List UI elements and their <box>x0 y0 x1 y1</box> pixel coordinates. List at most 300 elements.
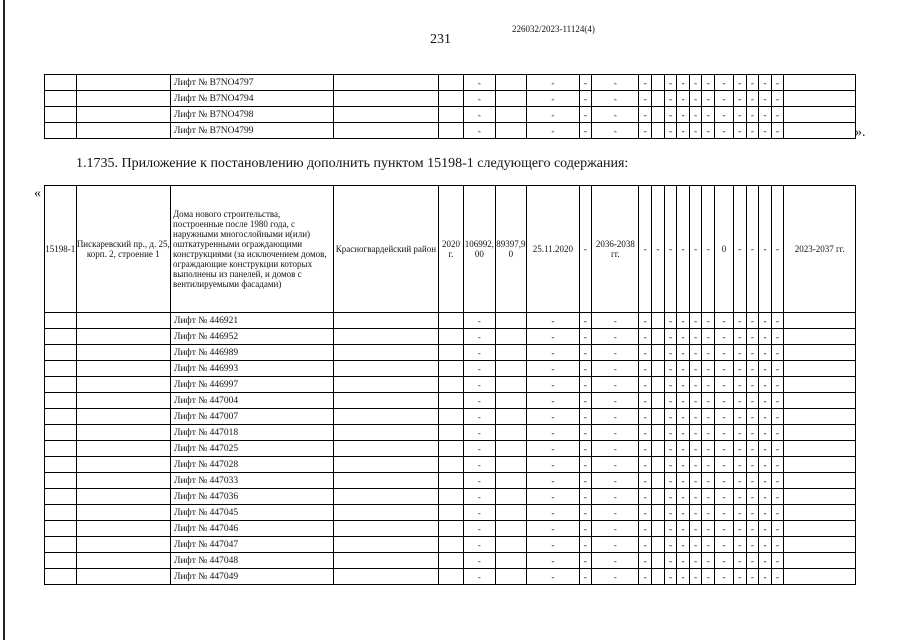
empty-cell <box>438 75 463 91</box>
empty-cell <box>495 329 527 345</box>
dash-cell: - <box>579 409 592 425</box>
empty-cell <box>333 489 438 505</box>
dash-cell: - <box>664 457 677 473</box>
dash-cell: - <box>592 425 639 441</box>
dash-cell: - <box>527 521 580 537</box>
dash-cell: - <box>677 377 690 393</box>
empty-cell <box>45 537 77 553</box>
empty-cell <box>76 345 171 361</box>
dash-cell: - <box>771 537 784 553</box>
dash-cell: - <box>464 313 496 329</box>
intro-paragraph: 1.1735. Приложение к постановлению дополнить пунктом 15198-1 следующего содержания: <box>76 156 629 171</box>
dash-cell: - <box>733 457 746 473</box>
item-dash: - <box>689 186 702 313</box>
empty-cell <box>76 521 171 537</box>
empty-cell <box>45 329 77 345</box>
dash-cell: - <box>677 91 690 107</box>
empty-cell <box>495 537 527 553</box>
dash-cell: - <box>702 107 715 123</box>
dash-cell: - <box>771 313 784 329</box>
dash-cell: - <box>746 537 759 553</box>
dash-cell: - <box>579 441 592 457</box>
empty-cell <box>784 107 856 123</box>
dash-cell: - <box>715 393 734 409</box>
dash-cell: - <box>592 569 639 585</box>
lift-row <box>45 361 856 377</box>
dash-cell: - <box>715 75 734 91</box>
dash-cell: - <box>527 91 580 107</box>
empty-cell <box>333 569 438 585</box>
empty-cell <box>495 441 527 457</box>
empty-cell <box>76 107 171 123</box>
lift-row <box>45 345 856 361</box>
dash-cell: - <box>592 361 639 377</box>
dash-cell: - <box>733 377 746 393</box>
empty-cell <box>76 361 171 377</box>
empty-cell <box>333 123 438 139</box>
empty-cell <box>495 361 527 377</box>
dash-cell: - <box>759 377 772 393</box>
dash-cell: - <box>733 521 746 537</box>
lift-row <box>45 489 856 505</box>
dash-cell: - <box>592 107 639 123</box>
dash-cell: - <box>664 489 677 505</box>
empty-cell <box>438 425 463 441</box>
dash-cell: - <box>702 123 715 139</box>
dash-cell: - <box>527 123 580 139</box>
lift-name: Лифт № B7NO4798 <box>171 107 334 123</box>
empty-cell <box>76 569 171 585</box>
dash-cell: - <box>579 457 592 473</box>
dash-cell: - <box>464 123 496 139</box>
dash-cell: - <box>702 441 715 457</box>
empty-cell <box>652 107 665 123</box>
empty-cell <box>495 91 527 107</box>
dash-cell: - <box>715 123 734 139</box>
dash-cell: - <box>771 441 784 457</box>
dash-cell: - <box>677 409 690 425</box>
dash-cell: - <box>746 377 759 393</box>
dash-cell: - <box>592 91 639 107</box>
lift-row <box>45 441 856 457</box>
empty-cell <box>784 537 856 553</box>
empty-cell <box>45 75 77 91</box>
dash-cell: - <box>592 505 639 521</box>
dash-cell: - <box>771 345 784 361</box>
dash-cell: - <box>527 393 580 409</box>
dash-cell: - <box>664 123 677 139</box>
empty-cell <box>45 457 77 473</box>
empty-cell <box>438 329 463 345</box>
empty-cell <box>76 329 171 345</box>
dash-cell: - <box>677 489 690 505</box>
empty-cell <box>45 313 77 329</box>
dash-cell: - <box>715 505 734 521</box>
dash-cell: - <box>771 569 784 585</box>
dash-cell: - <box>746 345 759 361</box>
empty-cell <box>45 441 77 457</box>
dash-cell: - <box>639 553 652 569</box>
lift-name: Лифт № 447025 <box>171 441 334 457</box>
dash-cell: - <box>639 313 652 329</box>
dash-cell: - <box>759 473 772 489</box>
empty-cell <box>495 107 527 123</box>
dash-cell: - <box>733 409 746 425</box>
dash-cell: - <box>689 107 702 123</box>
dash-cell: - <box>579 91 592 107</box>
empty-cell <box>495 553 527 569</box>
lift-name: Лифт № 446921 <box>171 313 334 329</box>
page-number: 231 <box>430 32 451 47</box>
empty-cell <box>333 521 438 537</box>
empty-cell <box>76 409 171 425</box>
dash-cell: - <box>677 553 690 569</box>
dash-cell: - <box>592 75 639 91</box>
item-dash: - <box>639 186 652 313</box>
dash-cell: - <box>715 553 734 569</box>
dash-cell: - <box>677 329 690 345</box>
item-dash: - <box>733 186 746 313</box>
dash-cell: - <box>527 345 580 361</box>
lift-row <box>45 107 856 123</box>
lift-name: Лифт № 446989 <box>171 345 334 361</box>
item-address: Пискаревский пр., д. 25, корп. 2, строение 1 <box>76 186 171 313</box>
empty-cell <box>45 569 77 585</box>
dash-cell: - <box>677 393 690 409</box>
dash-cell: - <box>715 377 734 393</box>
empty-cell <box>784 409 856 425</box>
dash-cell: - <box>527 361 580 377</box>
dash-cell: - <box>759 569 772 585</box>
dash-cell: - <box>715 441 734 457</box>
dash-cell: - <box>592 123 639 139</box>
dash-cell: - <box>759 313 772 329</box>
item-final-period: 2023-2037 гг. <box>784 186 856 313</box>
dash-cell: - <box>639 91 652 107</box>
empty-cell <box>45 409 77 425</box>
dash-cell: - <box>689 313 702 329</box>
dash-cell: - <box>771 553 784 569</box>
dash-cell: - <box>639 473 652 489</box>
empty-cell <box>652 521 665 537</box>
empty-cell <box>333 107 438 123</box>
dash-cell: - <box>464 425 496 441</box>
empty-cell <box>438 393 463 409</box>
dash-cell: - <box>689 505 702 521</box>
dash-cell: - <box>689 473 702 489</box>
dash-cell: - <box>746 489 759 505</box>
empty-cell <box>784 393 856 409</box>
empty-cell <box>333 329 438 345</box>
dash-cell: - <box>746 473 759 489</box>
dash-cell: - <box>579 553 592 569</box>
dash-cell: - <box>664 91 677 107</box>
dash-cell: - <box>702 75 715 91</box>
dash-cell: - <box>464 409 496 425</box>
dash-cell: - <box>759 521 772 537</box>
empty-cell <box>76 537 171 553</box>
dash-cell: - <box>759 457 772 473</box>
dash-cell: - <box>639 521 652 537</box>
page-left-edge <box>3 0 5 640</box>
dash-cell: - <box>746 505 759 521</box>
dash-cell: - <box>527 473 580 489</box>
dash-cell: - <box>702 521 715 537</box>
lift-row <box>45 377 856 393</box>
empty-cell <box>784 505 856 521</box>
dash-cell: - <box>715 489 734 505</box>
lift-row <box>45 329 856 345</box>
empty-cell <box>495 521 527 537</box>
empty-cell <box>652 425 665 441</box>
dash-cell: - <box>664 345 677 361</box>
empty-cell <box>495 75 527 91</box>
empty-cell <box>652 489 665 505</box>
dash-cell: - <box>746 409 759 425</box>
empty-cell <box>652 345 665 361</box>
lift-table <box>44 185 856 585</box>
empty-cell <box>438 569 463 585</box>
dash-cell: - <box>702 489 715 505</box>
dash-cell: - <box>733 313 746 329</box>
dash-cell: - <box>464 457 496 473</box>
dash-cell: - <box>677 505 690 521</box>
empty-cell <box>495 505 527 521</box>
dash-cell: - <box>579 489 592 505</box>
empty-cell <box>652 457 665 473</box>
empty-cell <box>45 123 77 139</box>
dash-cell: - <box>639 569 652 585</box>
empty-cell <box>333 345 438 361</box>
continuation-table <box>44 74 856 139</box>
lift-row <box>45 505 856 521</box>
dash-cell: - <box>592 329 639 345</box>
dash-cell: - <box>771 329 784 345</box>
dash-cell: - <box>715 473 734 489</box>
dash-cell: - <box>733 441 746 457</box>
empty-cell <box>438 107 463 123</box>
empty-cell <box>333 409 438 425</box>
dash-cell: - <box>702 537 715 553</box>
empty-cell <box>333 91 438 107</box>
empty-cell <box>76 505 171 521</box>
empty-cell <box>45 393 77 409</box>
dash-cell: - <box>759 489 772 505</box>
lift-name: Лифт № 447048 <box>171 553 334 569</box>
dash-cell: - <box>702 345 715 361</box>
lift-name: Лифт № 446997 <box>171 377 334 393</box>
empty-cell <box>333 441 438 457</box>
dash-cell: - <box>592 441 639 457</box>
dash-cell: - <box>689 123 702 139</box>
dash-cell: - <box>733 569 746 585</box>
dash-cell: - <box>527 425 580 441</box>
dash-cell: - <box>639 123 652 139</box>
dash-cell: - <box>677 441 690 457</box>
lift-row <box>45 553 856 569</box>
empty-cell <box>784 377 856 393</box>
item-area1: 106992,00 <box>464 186 496 313</box>
empty-cell <box>495 377 527 393</box>
empty-cell <box>784 75 856 91</box>
dash-cell: - <box>733 425 746 441</box>
lift-row <box>45 569 856 585</box>
dash-cell: - <box>592 409 639 425</box>
empty-cell <box>76 425 171 441</box>
dash-cell: - <box>715 361 734 377</box>
dash-cell: - <box>702 91 715 107</box>
dash-cell: - <box>702 329 715 345</box>
lift-name: Лифт № 447018 <box>171 425 334 441</box>
empty-cell <box>784 521 856 537</box>
dash-cell: - <box>715 425 734 441</box>
empty-cell <box>438 361 463 377</box>
dash-cell: - <box>759 505 772 521</box>
item-description: Дома нового строительства, построенные после 1980 года, с наружными многослойными и(или) ошткатуренными ограждающими конструкциями (за исключением домов, ограждающие конструкции которых выполнены из панелей, и домов с вентилируемыми фасадами) <box>171 186 334 313</box>
dash-cell: - <box>759 361 772 377</box>
dash-cell: - <box>677 457 690 473</box>
dash-cell: - <box>664 377 677 393</box>
dash-cell: - <box>746 75 759 91</box>
dash-cell: - <box>759 409 772 425</box>
dash-cell: - <box>771 505 784 521</box>
lift-row <box>45 457 856 473</box>
dash-cell: - <box>579 473 592 489</box>
dash-cell: - <box>771 457 784 473</box>
dash-cell: - <box>664 425 677 441</box>
dash-cell: - <box>715 91 734 107</box>
dash-cell: - <box>592 553 639 569</box>
dash-cell: - <box>464 75 496 91</box>
empty-cell <box>652 569 665 585</box>
empty-cell <box>438 473 463 489</box>
empty-cell <box>438 553 463 569</box>
document-code: 226032/2023-11124(4) <box>512 24 595 34</box>
empty-cell <box>45 521 77 537</box>
dash-cell: - <box>579 107 592 123</box>
dash-cell: - <box>527 441 580 457</box>
empty-cell <box>45 91 77 107</box>
dash-cell: - <box>527 537 580 553</box>
dash-cell: - <box>746 91 759 107</box>
dash-cell: - <box>579 345 592 361</box>
lift-name: Лифт № 447007 <box>171 409 334 425</box>
dash-cell: - <box>464 345 496 361</box>
empty-cell <box>784 345 856 361</box>
dash-cell: - <box>592 473 639 489</box>
dash-cell: - <box>592 345 639 361</box>
empty-cell <box>438 489 463 505</box>
dash-cell: - <box>733 91 746 107</box>
dash-cell: - <box>689 361 702 377</box>
dash-cell: - <box>702 457 715 473</box>
dash-cell: - <box>733 361 746 377</box>
dash-cell: - <box>527 569 580 585</box>
dash-cell: - <box>746 521 759 537</box>
dash-cell: - <box>689 75 702 91</box>
dash-cell: - <box>733 329 746 345</box>
dash-cell: - <box>664 441 677 457</box>
item-year: 2020 г. <box>438 186 463 313</box>
empty-cell <box>438 313 463 329</box>
empty-cell <box>45 107 77 123</box>
empty-cell <box>784 361 856 377</box>
dash-cell: - <box>733 345 746 361</box>
dash-cell: - <box>771 107 784 123</box>
dash-cell: - <box>639 457 652 473</box>
dash-cell: - <box>746 569 759 585</box>
dash-cell: - <box>677 123 690 139</box>
empty-cell <box>438 505 463 521</box>
dash-cell: - <box>639 345 652 361</box>
dash-cell: - <box>689 441 702 457</box>
dash-cell: - <box>579 569 592 585</box>
dash-cell: - <box>639 377 652 393</box>
dash-cell: - <box>464 473 496 489</box>
dash-cell: - <box>664 473 677 489</box>
lift-row <box>45 75 856 91</box>
dash-cell: - <box>677 313 690 329</box>
lift-name: Лифт № 447028 <box>171 457 334 473</box>
empty-cell <box>45 425 77 441</box>
opening-quote: « <box>34 186 41 201</box>
dash-cell: - <box>579 537 592 553</box>
item-dash: - <box>664 186 677 313</box>
dash-cell: - <box>771 393 784 409</box>
lift-row <box>45 409 856 425</box>
dash-cell: - <box>664 521 677 537</box>
empty-cell <box>333 505 438 521</box>
dash-cell: - <box>715 537 734 553</box>
empty-cell <box>784 329 856 345</box>
dash-cell: - <box>677 537 690 553</box>
lift-name: Лифт № 447045 <box>171 505 334 521</box>
lift-name: Лифт № 447049 <box>171 569 334 585</box>
dash-cell: - <box>746 457 759 473</box>
empty-cell <box>652 75 665 91</box>
dash-cell: - <box>579 505 592 521</box>
dash-cell: - <box>689 489 702 505</box>
dash-cell: - <box>639 489 652 505</box>
dash-cell: - <box>715 409 734 425</box>
empty-cell <box>438 457 463 473</box>
dash-cell: - <box>639 441 652 457</box>
dash-cell: - <box>702 409 715 425</box>
empty-cell <box>495 345 527 361</box>
empty-cell <box>438 441 463 457</box>
lift-name: Лифт № B7NO4794 <box>171 91 334 107</box>
lift-row <box>45 393 856 409</box>
lift-row <box>45 425 856 441</box>
dash-cell: - <box>639 409 652 425</box>
empty-cell <box>438 537 463 553</box>
lift-row <box>45 123 856 139</box>
dash-cell: - <box>746 393 759 409</box>
empty-cell <box>784 441 856 457</box>
dash-cell: - <box>579 75 592 91</box>
dash-cell: - <box>733 123 746 139</box>
dash-cell: - <box>639 107 652 123</box>
dash-cell: - <box>664 409 677 425</box>
lift-name: Лифт № 447047 <box>171 537 334 553</box>
dash-cell: - <box>689 393 702 409</box>
dash-cell: - <box>759 123 772 139</box>
dash-cell: - <box>771 521 784 537</box>
dash-cell: - <box>579 521 592 537</box>
dash-cell: - <box>579 123 592 139</box>
dash-cell: - <box>759 75 772 91</box>
dash-cell: - <box>592 489 639 505</box>
